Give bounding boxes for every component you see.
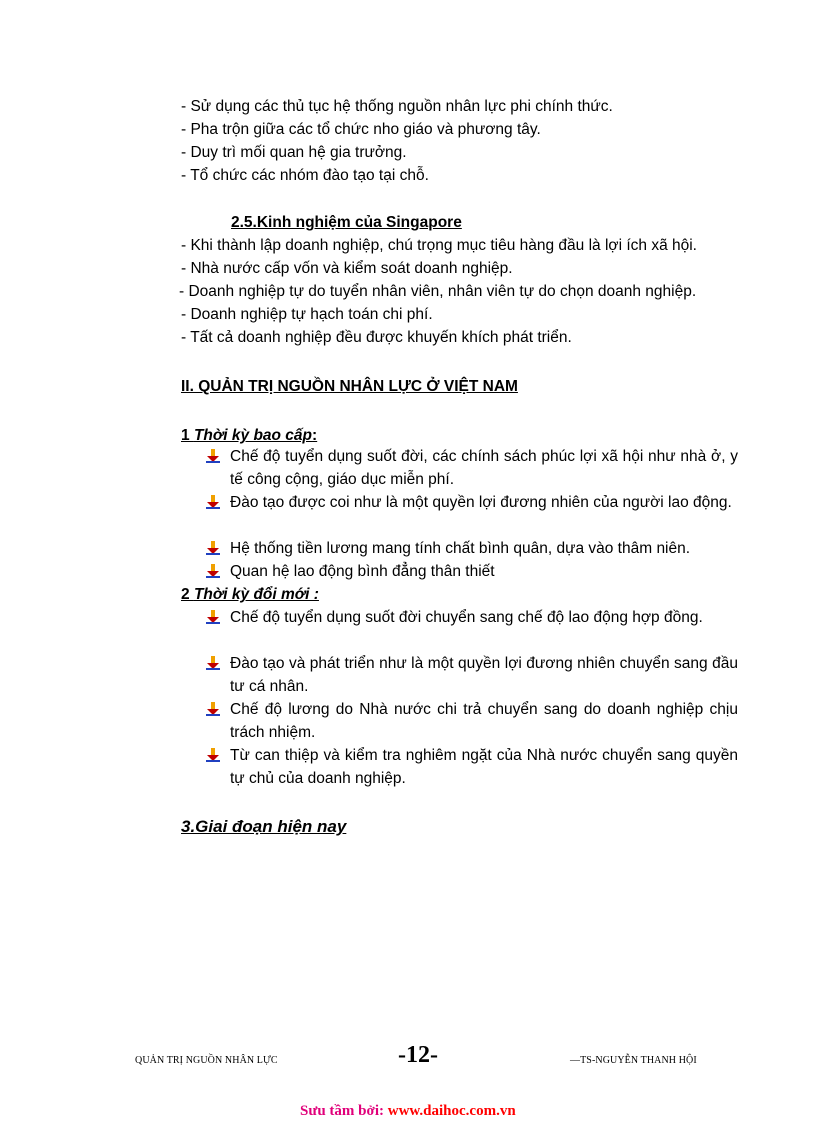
footer-book-title: QUẢN TRỊ NGUỒN NHÂN LỰC (135, 1055, 278, 1066)
down-arrow-bullet-icon (206, 656, 220, 670)
bullet-item: Từ can thiệp và kiểm tra nghiêm ngặt của Nhà nước chuyển sang quyền tự chủ của doanh nghiệp. (230, 747, 738, 787)
text-line: - Duy trì mối quan hệ gia trưởng. (181, 144, 407, 161)
text-line: - Nhà nước cấp vốn và kiểm soát doanh nghiệp. (181, 260, 513, 277)
bullet-item: Chế độ tuyển dụng suốt đời chuyển sang chế độ lao động hợp đồng. (230, 609, 703, 626)
down-arrow-bullet-icon (206, 449, 220, 463)
page-number: -12- (398, 1042, 438, 1068)
down-arrow-bullet-icon (206, 495, 220, 509)
source-link[interactable]: www.daihoc.com.vn (387, 1103, 516, 1119)
subheading-period-1: 1 Thời kỳ bao cấp: (181, 427, 318, 444)
source-label: Sưu tầm bởi: (300, 1103, 388, 1119)
text-line: - Tất cả doanh nghiệp đều được khuyến khích phát triển. (181, 329, 572, 346)
bullet-item: Đào tạo được coi như là một quyền lợi đương nhiên của người lao động. (230, 494, 732, 511)
bullet-item: Đào tạo và phát triển như là một quyền lợi đương nhiên chuyển sang đầu tư cá nhân. (230, 655, 738, 695)
down-arrow-bullet-icon (206, 748, 220, 762)
subheading-period-3: 3.Giai đoạn hiện nay (181, 817, 347, 836)
bullet-item: Chế độ lương do Nhà nước chi trả chuyển sang do doanh nghiệp chịu trách nhiệm. (230, 701, 738, 741)
down-arrow-bullet-icon (206, 610, 220, 624)
section-heading-vietnam: II. QUẢN TRỊ NGUỒN NHÂN LỰC Ở VIỆT NAM (181, 378, 518, 395)
text-line: - Doanh nghiệp tự do tuyển nhân viên, nhân viên tự do chọn doanh nghiệp. (179, 283, 697, 300)
bullet-item: Quan hệ lao động bình đẳng thân thiết (230, 563, 495, 580)
bullet-item: Chế độ tuyển dụng suốt đời, các chính sách phúc lợi xã hội như nhà ở, y tế công cộng, giáo dục miễn phí. (230, 448, 738, 488)
text-line: - Doanh nghiệp tự hạch toán chi phí. (181, 306, 433, 323)
down-arrow-bullet-icon (206, 702, 220, 716)
footer-author: —TS-NGUYỄN THANH HỘI (570, 1055, 697, 1066)
text-line: - Tổ chức các nhóm đào tạo tại chỗ. (181, 167, 429, 184)
bullet-item: Hệ thống tiền lương mang tính chất bình quân, dựa vào thâm niên. (230, 540, 691, 557)
down-arrow-bullet-icon (206, 541, 220, 555)
subheading-period-2: 2 Thời kỳ đổi mới : (181, 586, 319, 603)
text-line: - Sử dụng các thủ tục hệ thống nguồn nhân lực phi chính thức. (181, 98, 613, 115)
text-line: - Khi thành lập doanh nghiệp, chú trọng mục tiêu hàng đầu là lợi ích xã hội. (181, 237, 697, 254)
text-line: - Pha trộn giữa các tổ chức nho giáo và phương tây. (181, 121, 541, 138)
source-credit (300, 1103, 516, 1120)
section-heading-singapore: 2.5.Kinh nghiệm của Singapore (231, 214, 462, 231)
down-arrow-bullet-icon (206, 564, 220, 578)
